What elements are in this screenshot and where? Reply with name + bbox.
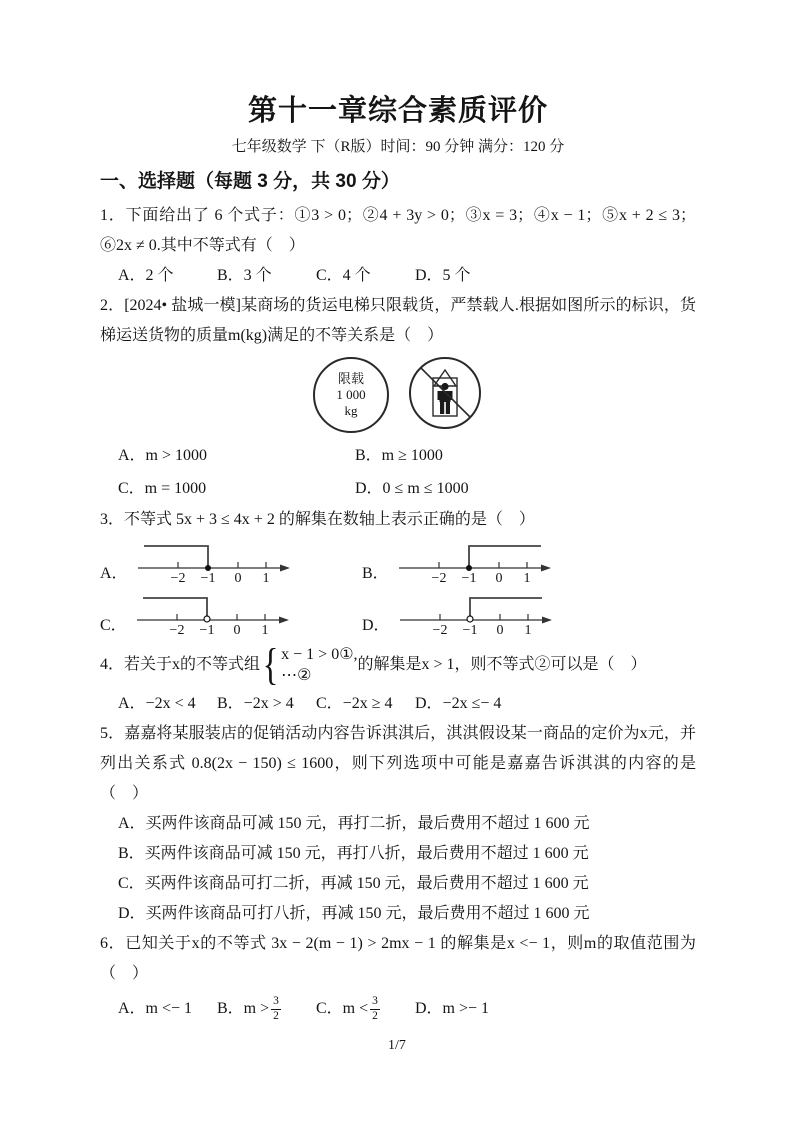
- fraction-numerator: 3: [271, 995, 281, 1010]
- fraction-numerator: 3: [370, 995, 380, 1010]
- svg-text:0: 0: [496, 623, 504, 637]
- page-subtitle: 七年级数学 下（R版）时间：90 分钟 满分：120 分: [231, 139, 565, 155]
- question-4-prefix: 4．若关于x的不等式组: [100, 656, 261, 673]
- page-number: 1/7: [388, 1038, 406, 1053]
- system-brace: {: [262, 640, 279, 689]
- option-b: B．m ≥ 1000: [355, 447, 443, 464]
- load-limit-line3: kg: [344, 403, 358, 418]
- question-1-options: [100, 261, 696, 291]
- question-2-stem: 2．[2024• 盐城一模]某商场的货运电梯只限载货，严禁载人.根据如图所示的标识，货梯运送货物的质量m(kg)满足的不等关系是（ ）: [100, 297, 696, 344]
- option-c: C．4 个: [316, 267, 371, 284]
- inequality-system: [281, 644, 357, 686]
- question-3-diagrams: [100, 537, 696, 637]
- svg-text:0: 0: [233, 623, 241, 637]
- question-3: [100, 505, 696, 637]
- svg-text:1: 1: [523, 571, 531, 585]
- question-6-stem: 6．已知关于x的不等式 3x − 2(m − 1) > 2mx − 1 的解集是x <− 1，则m的取值范围为（ ）: [100, 935, 696, 982]
- system-line-2: ⋯②: [281, 667, 312, 684]
- option-label: B．: [362, 565, 389, 582]
- question-6: [100, 929, 696, 1029]
- option-c-text: C．m <: [316, 1000, 369, 1017]
- numberline-option-c: [100, 589, 362, 637]
- question-4-stem: [100, 641, 696, 689]
- question-1-stem: 1．下面给出了 6 个式子：①3 > 0；②4 + 3y > 0；③x = 3；④x − 1；⑤x + 2 ≤ 3；⑥2x ≠ 0.其中不等式有（ ）: [100, 207, 696, 254]
- system-line-1: x − 1 > 0①,: [281, 646, 358, 663]
- svg-text:−2: −2: [169, 623, 185, 637]
- svg-text:−2: −2: [432, 623, 448, 637]
- svg-text:1: 1: [524, 623, 532, 637]
- question-6-options: [100, 989, 696, 1029]
- svg-text:1: 1: [262, 571, 270, 585]
- question-2-figure: [100, 355, 696, 435]
- svg-text:1: 1: [261, 623, 269, 637]
- option-b: [217, 994, 316, 1024]
- option-label: A．: [100, 565, 128, 582]
- option-d: D．买两件该商品可打八折，再减 150 元，最后费用不超过 1 600 元: [118, 905, 590, 922]
- svg-text:0: 0: [495, 571, 503, 585]
- option-a: A．m <− 1: [118, 1000, 193, 1017]
- fraction-denominator: 2: [273, 1009, 279, 1022]
- no-passenger-sign-icon: [407, 355, 483, 436]
- question-1: [100, 201, 696, 291]
- option-a: A．−2x < 4: [118, 695, 196, 712]
- option-b: B．买两件该商品可减 150 元，再打八折，最后费用不超过 1 600 元: [118, 845, 589, 862]
- option-d: D．m >− 1: [415, 1000, 490, 1017]
- numberline-option-d: [362, 589, 696, 637]
- svg-text:0: 0: [234, 571, 242, 585]
- section-heading: 一、选择题（每题 3 分，共 30 分）: [100, 171, 400, 192]
- question-5: [100, 719, 696, 929]
- option-c: C．−2x ≥ 4: [316, 695, 393, 712]
- option-b: B．3 个: [217, 267, 272, 284]
- option-c: [316, 994, 415, 1024]
- question-4: [100, 641, 696, 719]
- numberline-a-closed-left-icon: [130, 537, 298, 585]
- numberline-option-b: [362, 537, 696, 585]
- option-b-text: B．m >: [217, 1000, 270, 1017]
- question-2-options: [100, 439, 696, 505]
- fraction: [370, 995, 380, 1024]
- numberline-d-open-right-icon: [392, 589, 560, 637]
- option-label: D．: [362, 617, 390, 634]
- load-limit-line2: 1 000: [336, 387, 366, 402]
- option-a: A．m > 1000: [118, 447, 208, 464]
- question-3-stem: 3．不等式 5x + 3 ≤ 4x + 2 的解集在数轴上表示正确的是（ ）: [100, 511, 535, 528]
- option-c: C．m = 1000: [118, 480, 207, 497]
- question-4-options: [100, 689, 696, 719]
- question-2: [100, 291, 696, 505]
- option-c: C．买两件该商品可打二折，再减 150 元，最后费用不超过 1 600 元: [118, 875, 589, 892]
- svg-text:−2: −2: [170, 571, 186, 585]
- option-d: D．−2x ≤− 4: [415, 695, 502, 712]
- svg-text:−1: −1: [461, 571, 477, 585]
- svg-text:−1: −1: [199, 623, 215, 637]
- svg-text:−1: −1: [462, 623, 478, 637]
- option-a: A．2 个: [118, 267, 174, 284]
- fraction: [271, 995, 281, 1024]
- load-limit-sign: [313, 357, 389, 433]
- load-limit-line1: 限载: [337, 371, 364, 386]
- option-a: A．买两件该商品可减 150 元，再打二折，最后费用不超过 1 600 元: [118, 815, 590, 832]
- option-label: C．: [100, 617, 127, 634]
- option-d: D．0 ≤ m ≤ 1000: [355, 480, 469, 497]
- question-5-options: [100, 809, 696, 929]
- fraction-denominator: 2: [372, 1009, 378, 1022]
- svg-text:−2: −2: [431, 571, 447, 585]
- numberline-c-open-left-icon: [129, 589, 297, 637]
- option-d: D．5 个: [415, 267, 471, 284]
- numberline-b-closed-right-icon: [391, 537, 559, 585]
- option-b: B．−2x > 4: [217, 695, 294, 712]
- svg-text:−1: −1: [200, 571, 216, 585]
- page-title: 第十一章综合素质评价: [247, 95, 548, 127]
- question-5-stem: 5．嘉嘉将某服装店的促销活动内容告诉淇淇后，淇淇假设某一商品的定价为x元，并列出关系式 0.8(2x − 150) ≤ 1600，则下列选项中可能是嘉嘉告诉淇淇的内容的是（ ）: [100, 725, 696, 802]
- numberline-option-a: [100, 537, 362, 585]
- question-4-suffix: 的解集是x > 1，则不等式②可以是（ ）: [357, 656, 647, 673]
